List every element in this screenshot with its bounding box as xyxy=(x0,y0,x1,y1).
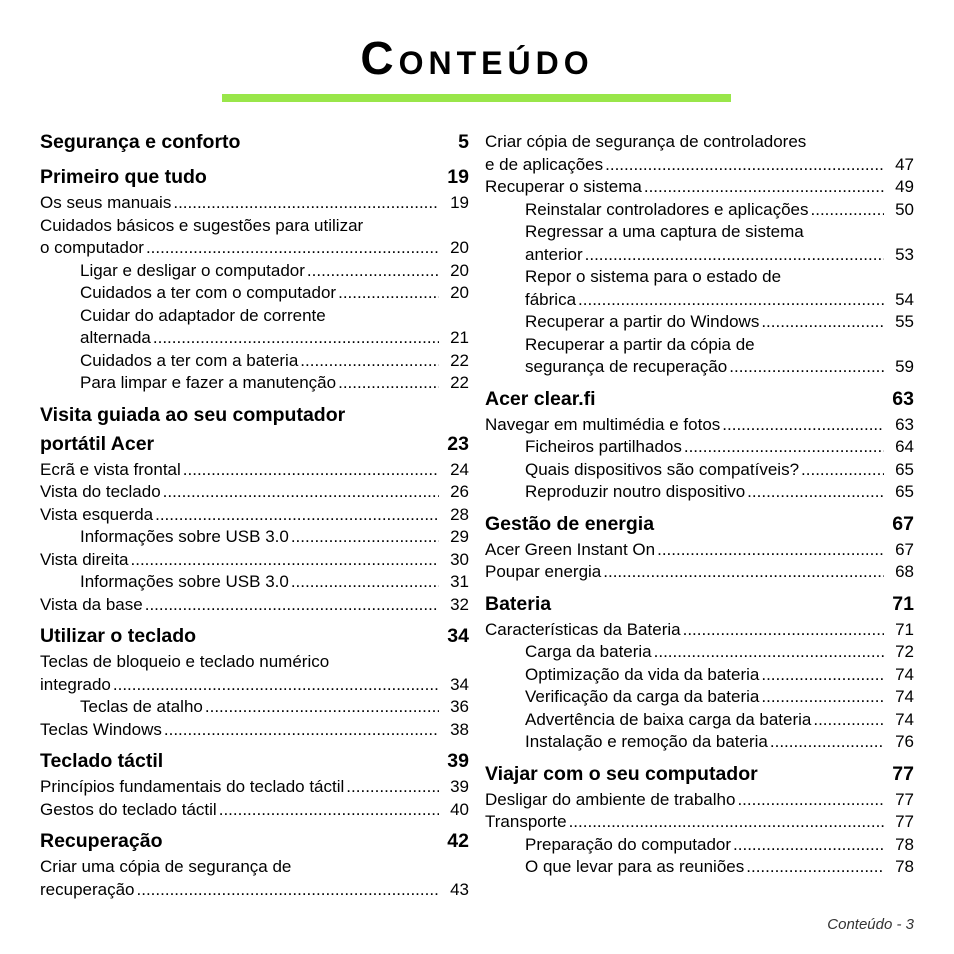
toc-entry[interactable]: Navegar em multimédia e fotos ..... 63 xyxy=(485,414,914,437)
toc-subentry[interactable]: Carga da bateria ..... 72 xyxy=(485,641,914,664)
toc-subentry[interactable]: Informações sobre USB 3.0 ..... 31 xyxy=(40,571,469,594)
toc-subentry[interactable]: O que levar para as reuniões ..... 78 xyxy=(485,856,914,879)
toc-subentry[interactable]: Optimização da vida da bateria ..... 74 xyxy=(485,664,914,687)
toc-entry[interactable]: Poupar energia ..... 68 xyxy=(485,561,914,584)
toc-entry[interactable]: Vista da base ..... 32 xyxy=(40,594,469,617)
toc-entry[interactable]: Teclas de bloqueio e teclado numérico integrado ..... 34 xyxy=(40,651,469,696)
toc-subentry[interactable]: Reinstalar controladores e aplicações ..... 50 xyxy=(485,199,914,222)
toc-left-column xyxy=(40,128,469,901)
toc-subentry[interactable]: Reproduzir noutro dispositivo ..... 65 xyxy=(485,481,914,504)
toc-entry[interactable]: Cuidados básicos e sugestões para utilizar o computador ..... 20 xyxy=(40,215,469,260)
toc-entry[interactable]: Recuperar o sistema ..... 49 xyxy=(485,176,914,199)
toc-subentry[interactable]: Ficheiros partilhados ..... 64 xyxy=(485,436,914,459)
toc-entry[interactable]: Transporte ..... 77 xyxy=(485,811,914,834)
toc-heading[interactable]: Acer clear.fi 63 xyxy=(485,387,914,410)
toc-entry[interactable]: Vista direita ..... 30 xyxy=(40,549,469,572)
toc-heading[interactable]: Viajar com o seu computador 77 xyxy=(485,762,914,785)
title-underline-bar xyxy=(222,94,731,102)
toc-subentry[interactable]: Preparação do computador ..... 78 xyxy=(485,834,914,857)
toc-heading[interactable]: Visita guiada ao seu computador portátil Acer 23 xyxy=(40,403,469,455)
toc-entry[interactable]: Características da Bateria ..... 71 xyxy=(485,619,914,642)
toc-right-column xyxy=(485,131,914,879)
toc-entry[interactable]: Criar uma cópia de segurança de recuperação ..... 43 xyxy=(40,856,469,901)
toc-subentry[interactable]: Cuidados a ter com a bateria ..... 22 xyxy=(40,350,469,373)
toc-heading[interactable]: Primeiro que tudo 19 xyxy=(40,166,469,188)
toc-subentry[interactable]: Repor o sistema para o estado de fábrica ..... 54 xyxy=(485,266,914,311)
toc-entry[interactable]: Criar cópia de segurança de controladores e de aplicações ..... 47 xyxy=(485,131,914,176)
toc-subentry[interactable]: Cuidados a ter com o computador ..... 20 xyxy=(40,282,469,305)
toc-heading[interactable]: Teclado táctil 39 xyxy=(40,750,469,772)
toc-subentry[interactable]: Advertência de baixa carga da bateria ..... 74 xyxy=(485,709,914,732)
toc-entry[interactable]: Ecrã e vista frontal ..... 24 xyxy=(40,459,469,482)
page-title: Conteúdo xyxy=(360,32,594,84)
toc-subentry[interactable]: Cuidar do adaptador de corrente alternada ..... 21 xyxy=(40,305,469,350)
toc-entry[interactable]: Teclas Windows ..... 38 xyxy=(40,719,469,742)
toc-heading[interactable]: Segurança e conforto 5 xyxy=(40,131,469,153)
toc-entry[interactable]: Vista do teclado ..... 26 xyxy=(40,481,469,504)
toc-entry[interactable]: Os seus manuais ..... 19 xyxy=(40,192,469,215)
toc-entry[interactable]: Vista esquerda ..... 28 xyxy=(40,504,469,527)
toc-subentry[interactable]: Informações sobre USB 3.0 ..... 29 xyxy=(40,526,469,549)
page-footer: Conteúdo - 3 xyxy=(827,916,914,933)
toc-subentry[interactable]: Quais dispositivos são compatíveis? ..... 65 xyxy=(485,459,914,482)
toc-entry[interactable]: Desligar do ambiente de trabalho ..... 77 xyxy=(485,789,914,812)
toc-subentry[interactable]: Verificação da carga da bateria ..... 74 xyxy=(485,686,914,709)
toc-subentry[interactable]: Ligar e desligar o computador ..... 20 xyxy=(40,260,469,283)
toc-entry[interactable]: Acer Green Instant On ..... 67 xyxy=(485,539,914,562)
toc-heading[interactable]: Gestão de energia 67 xyxy=(485,512,914,535)
toc-entry[interactable]: Gestos do teclado táctil ..... 40 xyxy=(40,799,469,822)
toc-subentry[interactable]: Regressar a uma captura de sistema anterior ..... 53 xyxy=(485,221,914,266)
toc-heading[interactable]: Recuperação 42 xyxy=(40,830,469,852)
toc-subentry[interactable]: Para limpar e fazer a manutenção ..... 22 xyxy=(40,372,469,395)
toc-subentry[interactable]: Instalação e remoção da bateria ..... 76 xyxy=(485,731,914,754)
toc-heading[interactable]: Utilizar o teclado 34 xyxy=(40,625,469,647)
toc-subentry[interactable]: Recuperar a partir da cópia de segurança de recuperação ..... 59 xyxy=(485,334,914,379)
toc-subentry[interactable]: Teclas de atalho ..... 36 xyxy=(40,696,469,719)
toc-subentry[interactable]: Recuperar a partir do Windows ..... 55 xyxy=(485,311,914,334)
toc-entry[interactable]: Princípios fundamentais do teclado táctil ..... 39 xyxy=(40,776,469,799)
toc-heading[interactable]: Bateria 71 xyxy=(485,592,914,615)
